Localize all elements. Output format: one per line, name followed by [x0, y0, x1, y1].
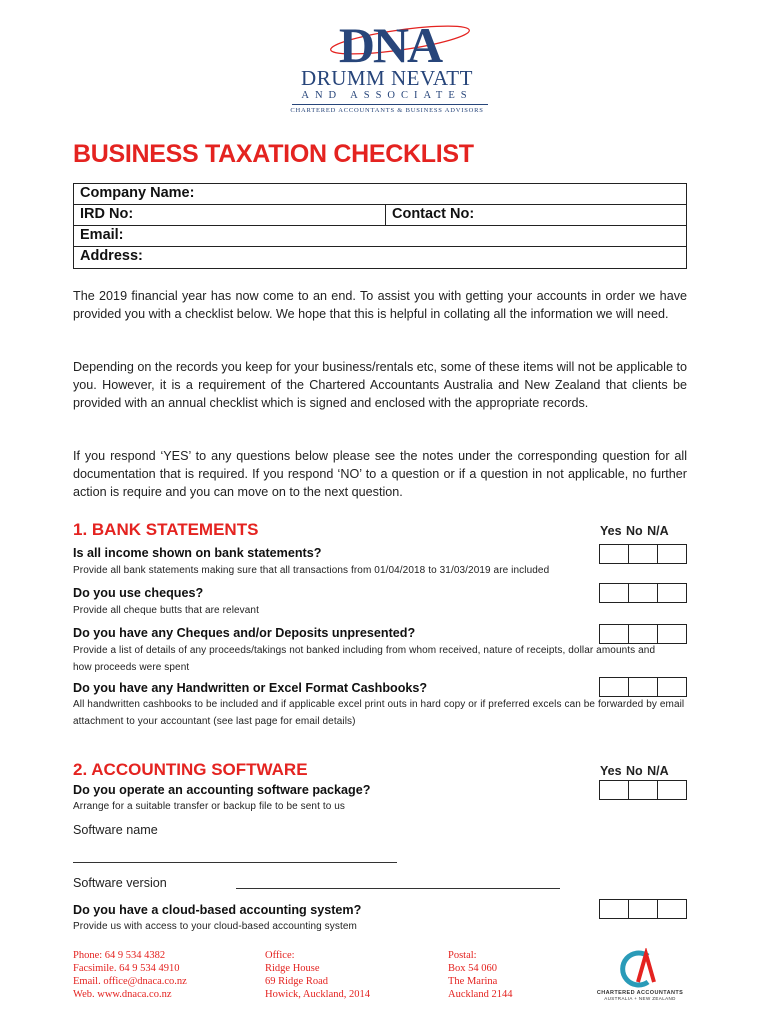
logo-and-associates: AND ASSOCIATES — [301, 90, 473, 101]
answer-boxes[interactable] — [599, 544, 687, 564]
no-box[interactable] — [629, 545, 658, 563]
intro-paragraph-3: If you respond ‘YES’ to any questions below please see the notes under the corresponding question for all documentation that is required. If you respond ‘NO’ to a question or if a question in not applicable, no further action is require and you can move on to the next question. — [73, 449, 687, 500]
ird-contact-row[interactable] — [74, 205, 686, 226]
ca-logo-subtitle: AUSTRALIA + NEW ZEALAND — [604, 996, 676, 1001]
svg-text:DNA: DNA — [338, 18, 442, 73]
no-box[interactable] — [629, 584, 658, 602]
company-name-label: Company Name: — [80, 185, 195, 201]
no-box[interactable] — [629, 900, 658, 918]
row-divider — [385, 205, 386, 225]
yes-no-na-header: Yes No N/A — [600, 764, 669, 778]
question-software-package: Do you operate an accounting software package? — [73, 783, 371, 797]
software-name-line[interactable] — [73, 862, 397, 863]
footer-email[interactable]: Email. office@dnaca.co.nz — [73, 976, 187, 987]
footer-office-line-2: 69 Ridge Road — [265, 976, 328, 987]
answer-boxes[interactable] — [599, 677, 687, 697]
software-version-label: Software version — [73, 876, 167, 890]
footer-postal-line-3: Auckland 2144 — [448, 989, 513, 1000]
yes-box[interactable] — [600, 900, 629, 918]
logo-underline — [292, 104, 488, 105]
software-name-label: Software name — [73, 823, 158, 837]
address-row[interactable] — [74, 247, 686, 268]
question-note: All handwritten cashbooks to be included and if applicable excel print outs in hard copy or if preferred excels can be forwarded by email attachment to your accountant (see last page for email details) — [73, 699, 685, 727]
logo-tagline: CHARTERED ACCOUNTANTS & BUSINESS ADVISORS — [290, 107, 484, 114]
footer-office-label: Office: — [265, 950, 295, 961]
na-box[interactable] — [658, 678, 686, 696]
no-box[interactable] — [629, 678, 658, 696]
question-note: Provide all cheque butts that are relevant — [73, 605, 259, 616]
question-note: Arrange for a suitable transfer or backup file to be sent to us — [73, 801, 346, 812]
answer-boxes[interactable] — [599, 780, 687, 800]
intro-paragraph-1: The 2019 financial year has now come to an end. To assist you with getting your accounts in order we have provided you with a checklist below. We hope that this is helpful in collating all the information we will need. — [73, 289, 687, 322]
question-cashbooks: Do you have any Handwritten or Excel Format Cashbooks? — [73, 681, 428, 695]
yes-box[interactable] — [600, 584, 629, 602]
answer-boxes[interactable] — [599, 899, 687, 919]
software-version-line[interactable] — [236, 888, 560, 889]
ird-label: IRD No: — [80, 206, 134, 222]
client-details-box — [73, 183, 687, 269]
email-row[interactable] — [74, 226, 686, 247]
na-box[interactable] — [658, 584, 686, 602]
answer-boxes[interactable] — [599, 583, 687, 603]
footer-web[interactable]: Web. www.dnaca.co.nz — [73, 989, 172, 1000]
question-note: Provide us with access to your cloud-based accounting system — [73, 921, 357, 932]
ca-logo-icon — [618, 948, 662, 988]
na-box[interactable] — [658, 545, 686, 563]
na-box[interactable] — [658, 781, 686, 799]
footer-contact — [73, 949, 187, 1001]
yes-no-na-header: Yes No N/A — [600, 524, 669, 538]
na-box[interactable] — [658, 900, 686, 918]
contact-label: Contact No: — [392, 206, 475, 222]
question-use-cheques: Do you use cheques? — [73, 586, 204, 600]
email-label: Email: — [80, 227, 124, 243]
logo-firm-name: DRUMM NEVATT — [301, 66, 473, 90]
address-label: Address: — [80, 248, 143, 264]
no-box[interactable] — [629, 781, 658, 799]
company-name-row[interactable] — [74, 184, 686, 205]
ca-logo-title: CHARTERED ACCOUNTANTS — [596, 990, 684, 996]
question-note: Provide all bank statements making sure that all transactions from 01/04/2018 to 31/03/2019 are included — [73, 565, 550, 576]
intro-paragraph-2: Depending on the records you keep for your business/rentals etc, some of these items will not be applicable to you. However, it is a requirement of the Chartered Accountants Australia and New Zealand that clients be provided with an annual checklist which is signed and enclosed with the appropriate records. — [73, 360, 687, 411]
footer-postal-label: Postal: — [448, 950, 477, 961]
footer-postal-line-1: Box 54 060 — [448, 963, 498, 974]
yes-box[interactable] — [600, 781, 629, 799]
footer-fax: Facsimile. 64 9 534 4910 — [73, 963, 180, 974]
page-title: BUSINESS TAXATION CHECKLIST — [73, 140, 474, 168]
na-box[interactable] — [658, 625, 686, 643]
ca-logo-text — [590, 990, 690, 1002]
question-note: Provide a list of details of any proceeds/takings not banked including from whom received, nature of receipts, dollar amounts and how proceeds were spent — [73, 645, 656, 673]
footer-office-line-3: Howick, Auckland, 2014 — [265, 989, 370, 1000]
question-income-on-statements: Is all income shown on bank statements? — [73, 546, 322, 560]
footer-office — [265, 949, 370, 1001]
answer-boxes[interactable] — [599, 624, 687, 644]
footer-postal-line-2: The Marina — [448, 976, 498, 987]
section-bank-statements-title: 1. BANK STATEMENTS — [73, 520, 259, 539]
question-unpresented: Do you have any Cheques and/or Deposits unpresented? — [73, 626, 416, 640]
footer-phone: Phone: 64 9 534 4382 — [73, 950, 166, 961]
no-box[interactable] — [629, 625, 658, 643]
yes-box[interactable] — [600, 678, 629, 696]
yes-box[interactable] — [600, 545, 629, 563]
section-accounting-software-title: 2. ACCOUNTING SOFTWARE — [73, 760, 308, 779]
yes-box[interactable] — [600, 625, 629, 643]
question-cloud-system: Do you have a cloud-based accounting system? — [73, 903, 362, 917]
footer-postal — [448, 949, 512, 1001]
footer-office-line-1: Ridge House — [265, 963, 320, 974]
